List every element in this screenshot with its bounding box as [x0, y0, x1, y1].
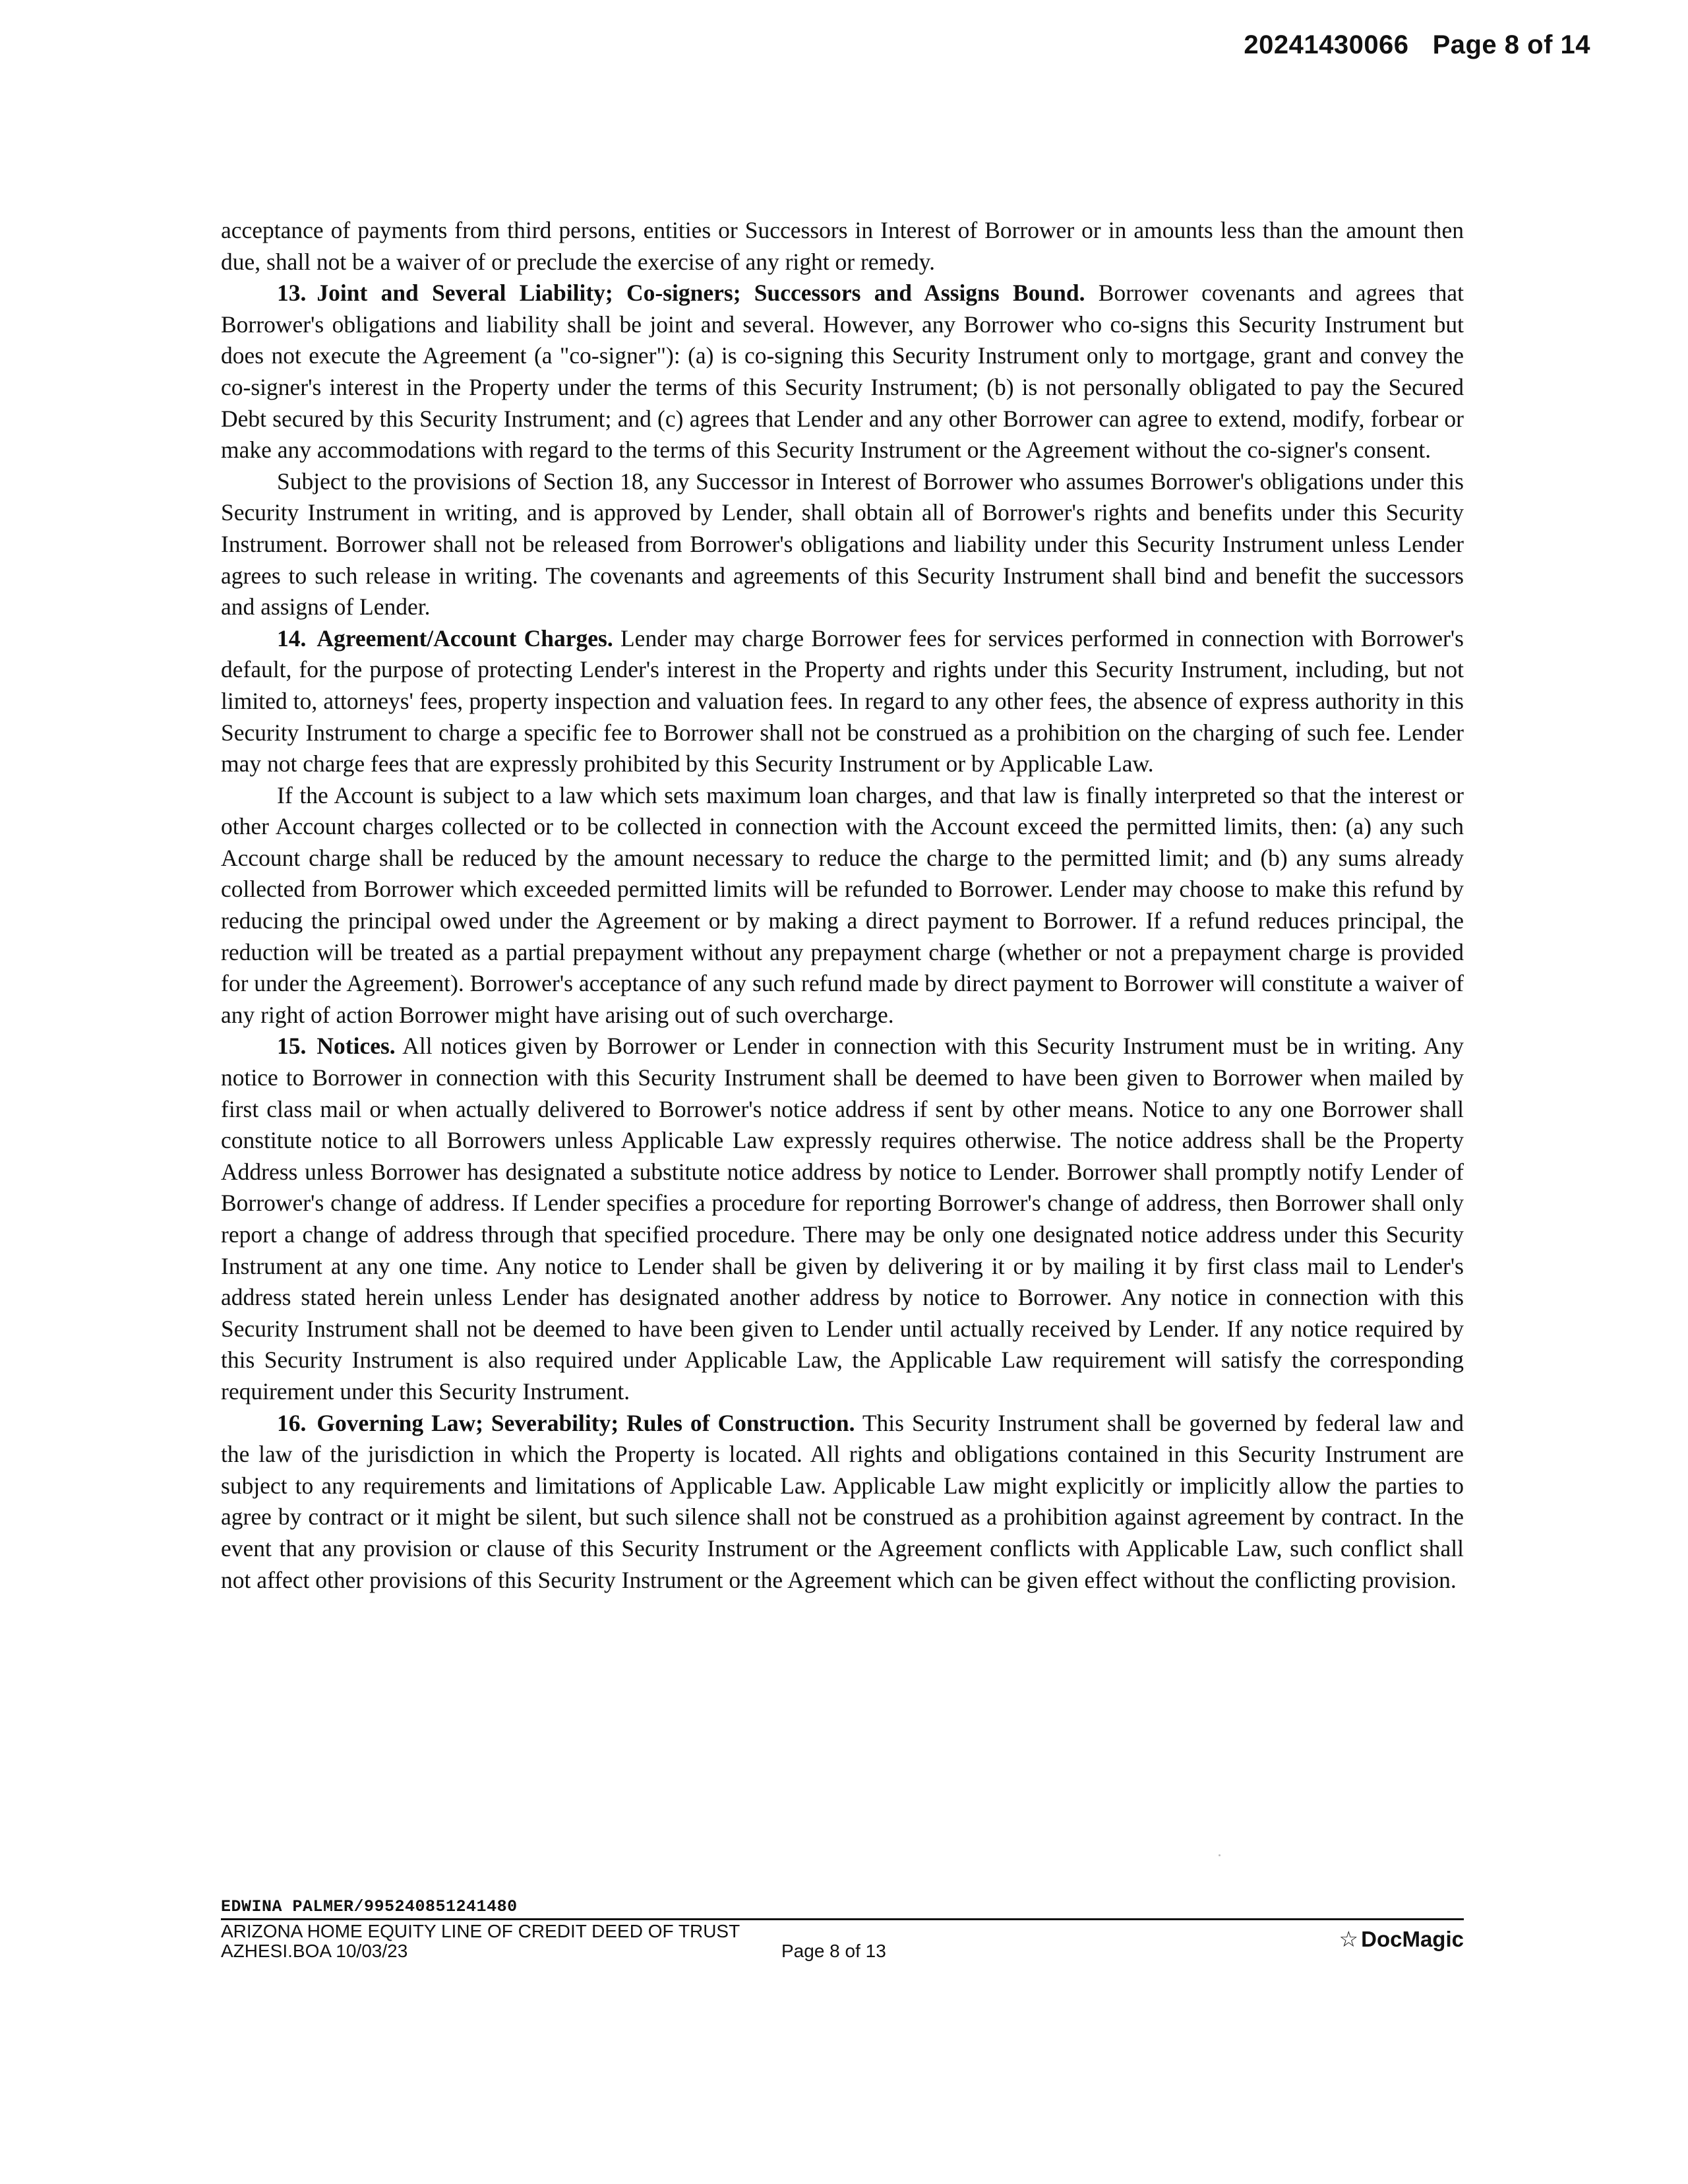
section-14-paragraph-2: If the Account is subject to a law which sets maximum loan charges, and that law is finally interpreted so that the interest or other Account charges collected or to be collected in connection with the Account exceed the permitted limits, then: (a) any such Account charge shall be reduced by the amount necessary to reduce the charge to the permitted limit; and (b) any sums already collected from Borrower which exceeded permitted limits will be refunded to Borrower. Lender may choose to make this refund by reducing the principal owed under the Agreement or by making a direct payment to Borrower. If a refund reduces principal, the reduction will be treated as a partial prepayment without any prepayment charge (whether or not a prepayment charge is provided for under the Agreement). Borrower's acceptance of any such refund made by direct payment to Borrower will constitute a waiver of any right of action Borrower might have arising out of such overcharge. [221, 781, 1464, 1028]
section-15-title: Notices. [316, 1033, 396, 1060]
footer-row [221, 1920, 1464, 1961]
recording-page-label: Page 8 of 14 [1432, 30, 1590, 59]
section-16 [221, 1408, 1464, 1596]
section-13 [221, 278, 1464, 466]
borrower-loan-id: EDWINA PALMER/995240851241480 [221, 1897, 518, 1916]
section-14-number: 14. [277, 624, 307, 652]
recording-header [1244, 30, 1590, 60]
scan-speck [1219, 1854, 1221, 1856]
section-15-number: 15. [277, 1033, 307, 1060]
section-16-text: This Security Instrument shall be governed by federal law and the law of the jurisdiction in which the Property is located. All rights and obligations contained in this Security Instrument are subject to any requirements and limitations of Applicable Law. Applicable Law might explicitly or implicitly allow the parties to agree by contract or it might be silent, but such silence shall not be construed as a prohibition against agreement by contract. In the event that any provision or clause of this Security Instrument or the Agreement conflicts with Applicable Law, such conflict shall not affect other provisions of this Security Instrument or the Agreement which can be given effect without the conflicting provision. [221, 1409, 1464, 1593]
brand-name: DocMagic [1361, 1927, 1464, 1951]
section-15 [221, 1031, 1464, 1407]
document-body [221, 215, 1464, 1596]
section-13-number: 13. [277, 280, 307, 307]
form-title: ARIZONA HOME EQUITY LINE OF CREDIT DEED OF TRUST [221, 1921, 740, 1941]
continuation-paragraph: acceptance of payments from third persons, entities or Successors in Interest of Borrower or in amounts less than the amount then due, shall not be a waiver of or preclude the exercise of any right or remedy. [221, 217, 1464, 275]
section-16-title: Governing Law; Severability; Rules of Construction. [316, 1409, 855, 1436]
section-13-title: Joint and Several Liability; Co-signers; Successors and Assigns Bound. [316, 280, 1085, 307]
form-footer [221, 1897, 1464, 1961]
section-16-number: 16. [277, 1409, 307, 1436]
star-outline-icon: ☆ [1339, 1927, 1359, 1951]
form-code: AZHESI.BOA 10/03/23 [221, 1941, 408, 1961]
document-number: 20241430066 [1244, 30, 1409, 59]
section-14-title: Agreement/Account Charges. [316, 624, 613, 652]
section-14 [221, 623, 1464, 780]
form-page-number: Page 8 of 13 [781, 1941, 886, 1961]
docmagic-logo [1339, 1929, 1464, 1949]
section-13-text: Borrower covenants and agrees that Borrower's obligations and liability shall be joint and several. However, any Borrower who co-signs this Security Instrument but does not execute the Agreement (a "co-signer"): (a) is co-signing this Security Instrument only to mortgage, grant and convey the co-signer's interest in the Property under the terms of this Security Instrument; (b) is not personally obligated to pay the Secured Debt secured by this Security Instrument; and (c) agrees that Lender and any other Borrower can agree to extend, modify, forbear or make any accommodations with regard to the terms of this Security Instrument or the Agreement without the co-signer's consent. [221, 280, 1464, 464]
section-13-paragraph-2: Subject to the provisions of Section 18, any Successor in Interest of Borrower who assumes Borrower's obligations under this Security Instrument in writing, and is approved by Lender, shall obtain all of Borrower's rights and benefits under this Security Instrument. Borrower shall not be released from Borrower's obligations and liability under this Security Instrument unless Lender agrees to such release in writing. The covenants and agreements of this Security Instrument shall bind and benefit the successors and assigns of Lender. [221, 468, 1464, 621]
section-14-text: Lender may charge Borrower fees for services performed in connection with Borrower's default, for the purpose of protecting Lender's interest in the Property and rights under this Security Instrument, including, but not limited to, attorneys' fees, property inspection and valuation fees. In regard to any other fees, the absence of express authority in this Security Instrument to charge a specific fee to Borrower shall not be construed as a prohibition on the charging of such fee. Lender may not charge fees that are expressly prohibited by this Security Instrument or by Applicable Law. [221, 624, 1464, 777]
section-15-text: All notices given by Borrower or Lender in connection with this Security Instrument must be in writing. Any notice to Borrower in connection with this Security Instrument shall be deemed to have been given to Borrower when mailed by first class mail or when actually delivered to Borrower's notice address if sent by other means. Notice to any one Borrower shall constitute notice to all Borrowers unless Applicable Law expressly requires otherwise. The notice address shall be the Property Address unless Borrower has designated a substitute notice address by notice to Lender. Borrower shall promptly notify Lender of Borrower's change of address. If Lender specifies a procedure for reporting Borrower's change of address, then Borrower shall only report a change of address through that specified procedure. There may be only one designated notice address under this Security Instrument at any one time. Any notice to Lender shall be given by delivering it or by mailing it by first class mail to Lender's address stated herein unless Lender has designated another address by notice to Borrower. Any notice in connection with this Security Instrument shall not be deemed to have been given to Lender until actually received by Lender. If any notice required by this Security Instrument is also required under Applicable Law, the Applicable Law requirement will satisfy the corresponding requirement under this Security Instrument. [221, 1033, 1464, 1405]
